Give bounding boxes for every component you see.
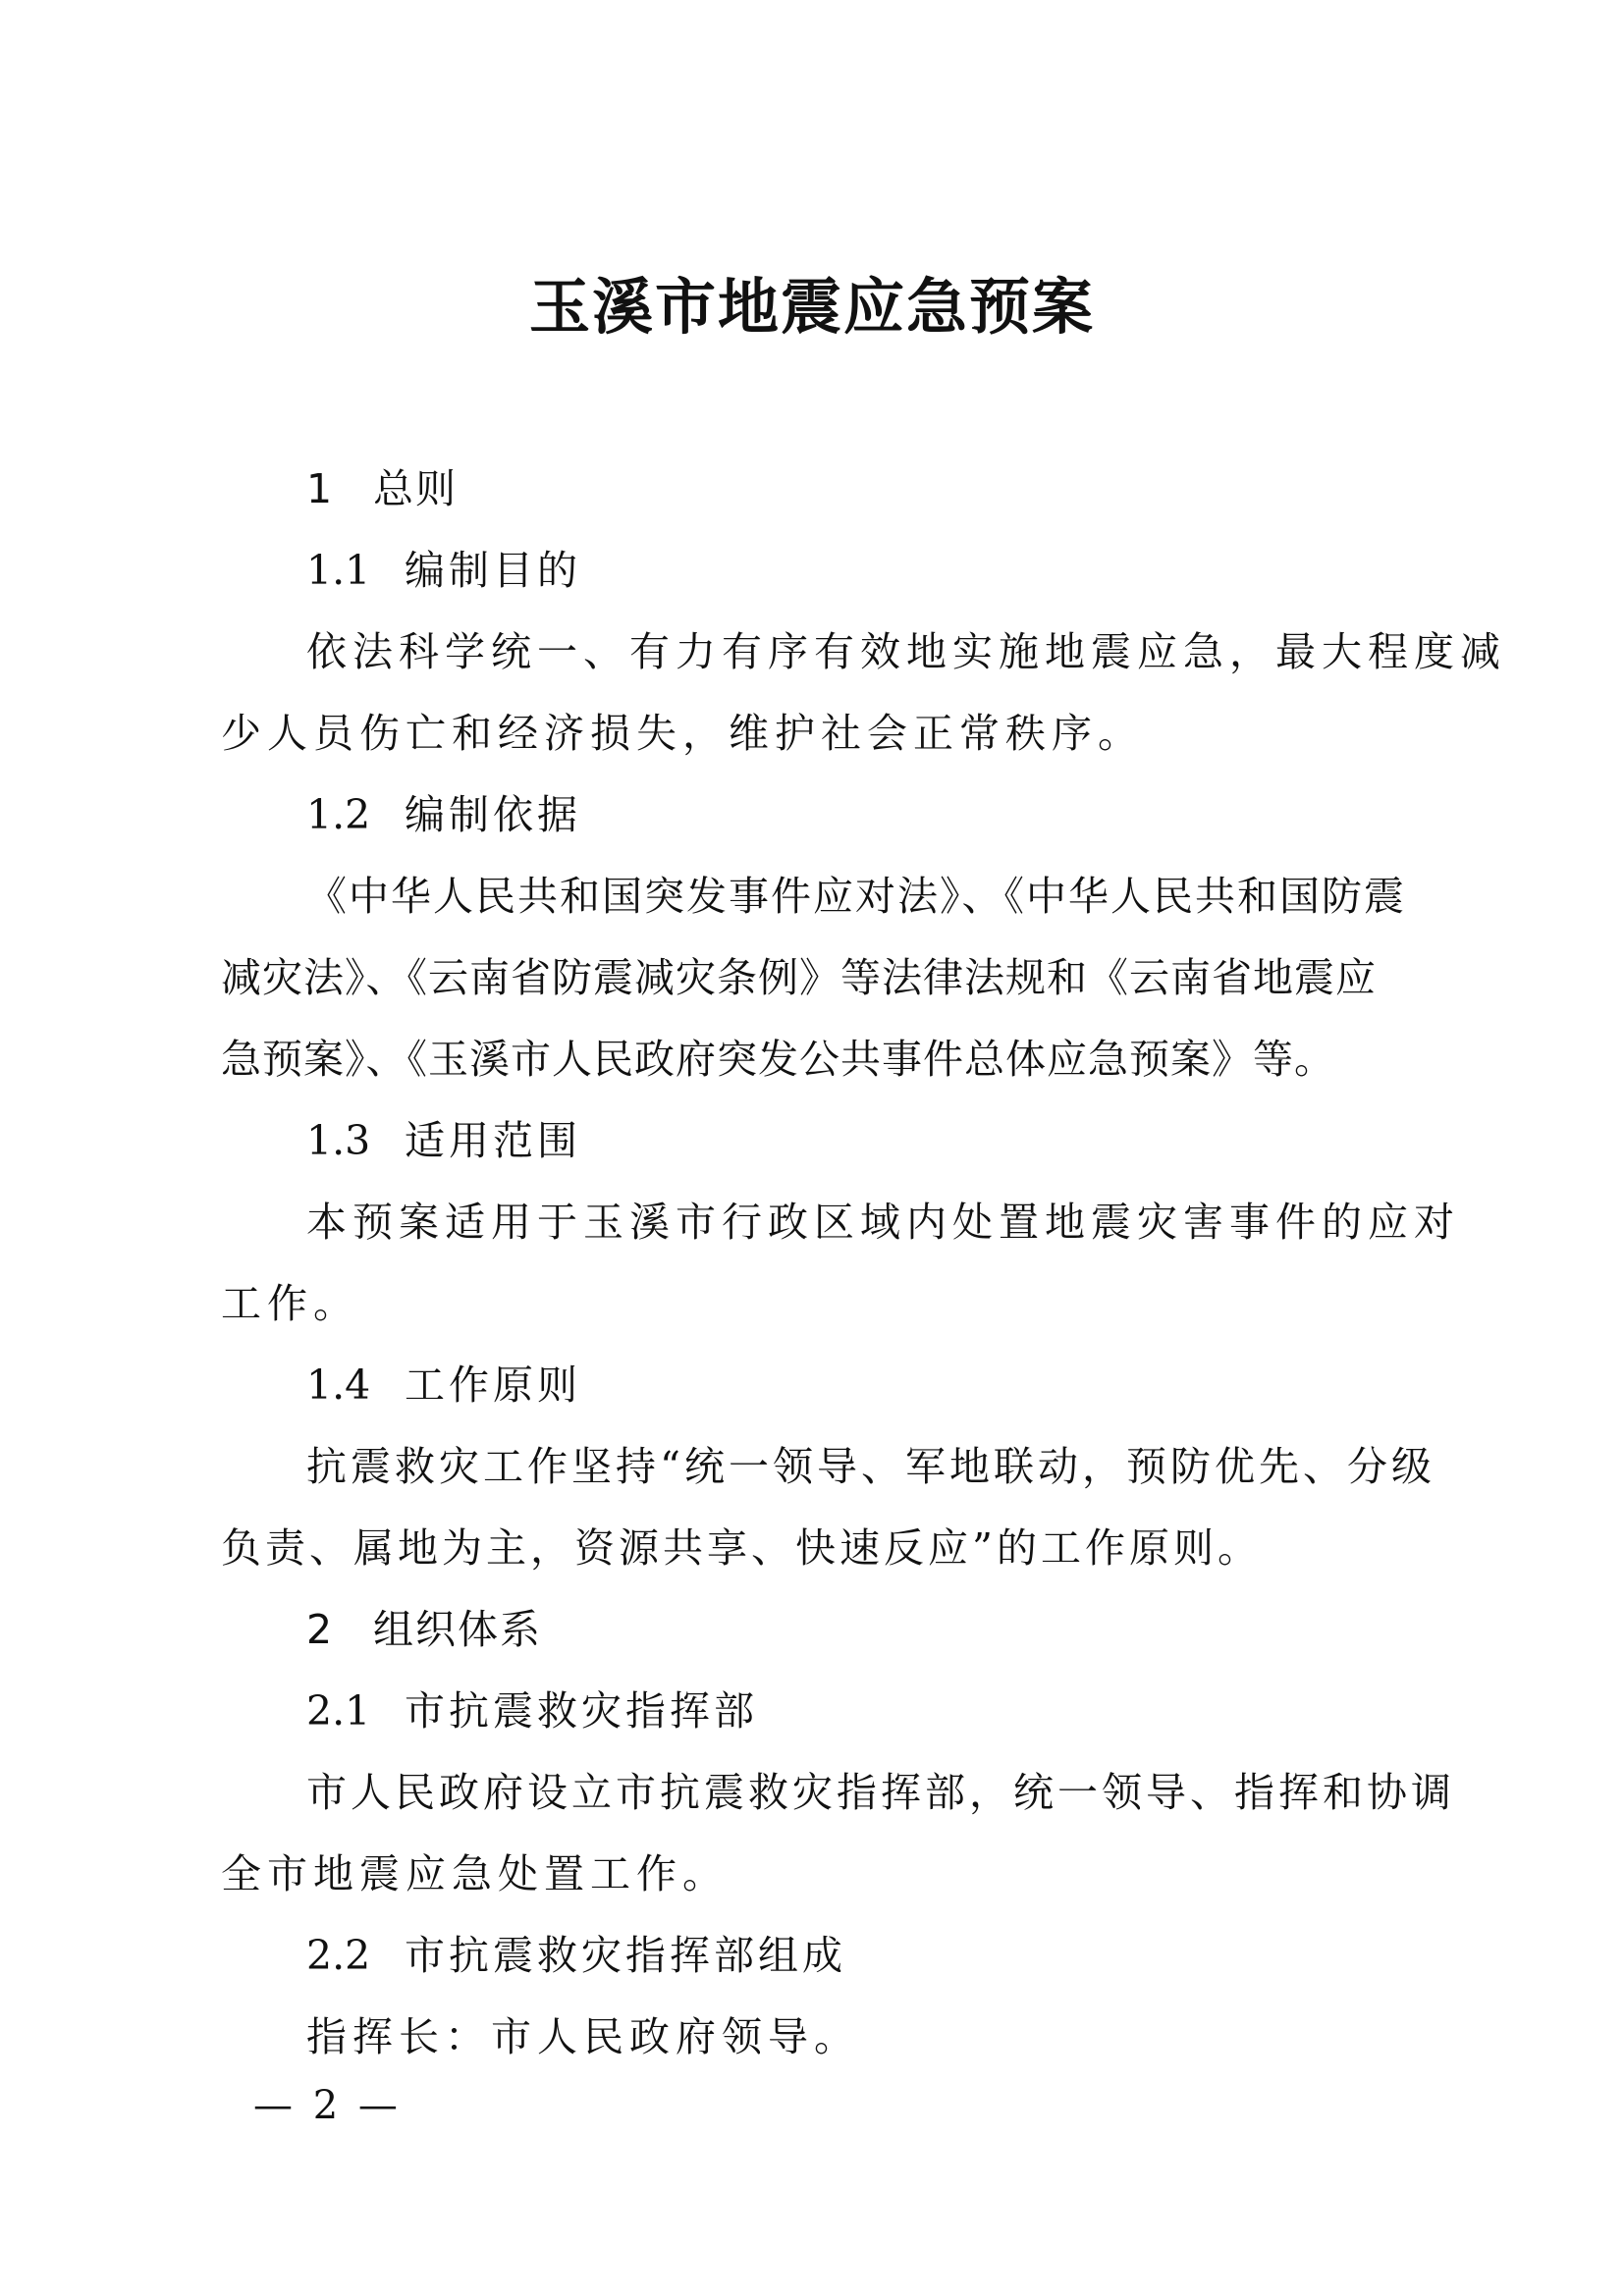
section-heading-1-1 [306,547,581,594]
section-title: 工作原则 [405,1362,581,1409]
paragraph-line: 依法科学统一、有力有序有效地实施地震应急，最大程度减 [306,628,1506,675]
section-title: 市抗震救灾指挥部组成 [405,1932,846,1979]
paragraph-line: 急预案》、《玉溪市人民政府突发公共事件总体应急预案》等。 [221,1036,1335,1083]
section-title: 总则 [373,465,458,512]
document-title: 玉溪市地震应急预案 [528,271,1095,343]
paragraph-line: 减灾法》、《云南省防震减灾条例》等法律法规和《云南省地震应 [221,954,1377,1001]
paragraph-line: 《中华人民共和国突发事件应对法》、《中华人民共和国防震 [306,873,1406,920]
section-title: 组织体系 [373,1606,542,1653]
paragraph-line: 指挥长：市人民政府领导。 [306,2013,860,2060]
paragraph-line: 少人员伤亡和经济损失，维护社会正常秩序。 [221,710,1144,757]
section-heading-2-1 [306,1687,758,1735]
section-number: 1 [306,465,335,512]
section-number: 2.1 [306,1687,371,1735]
section-number: 1.2 [306,791,371,838]
section-heading-2-2 [306,1932,846,1979]
section-heading-1-2 [306,791,581,838]
paragraph-line: 全市地震应急处置工作。 [221,1850,729,1897]
section-number: 2 [306,1606,335,1653]
section-title: 市抗震救灾指挥部 [405,1687,758,1735]
section-number: 1.3 [306,1117,371,1164]
section-heading-2 [306,1606,542,1653]
section-title: 适用范围 [405,1117,581,1164]
section-number: 2.2 [306,1932,371,1979]
paragraph-line: 本预案适用于玉溪市行政区域内处置地震灾害事件的应对 [306,1199,1460,1246]
paragraph-line: 负责、属地为主，资源共享、快速反应”的工作原则。 [221,1524,1262,1572]
section-heading-1-4 [306,1362,581,1409]
section-heading-1-3 [306,1117,581,1164]
section-number: 1.4 [306,1362,371,1409]
paragraph-line: 抗震救灾工作坚持“统一领导、军地联动，预防优先、分级 [306,1443,1435,1490]
section-title: 编制目的 [405,547,581,594]
paragraph-line: 市人民政府设立市抗震救灾指挥部，统一领导、指挥和协调 [306,1769,1455,1816]
paragraph-line: 工作。 [221,1280,359,1327]
section-number: 1.1 [306,547,371,594]
section-title: 编制依据 [405,791,581,838]
section-heading-1 [306,465,458,512]
page-number: — 2 — [253,2083,402,2128]
